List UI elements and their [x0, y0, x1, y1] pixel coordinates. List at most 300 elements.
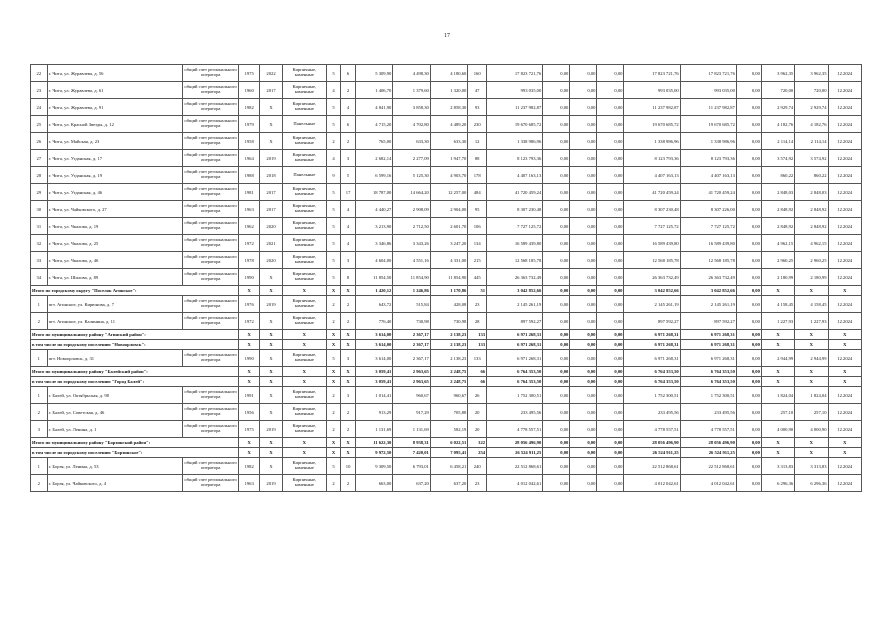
table-cell: 11 854,50: [355, 269, 392, 286]
table-cell: Кирпичные, каменные: [282, 252, 326, 269]
table-cell: Х: [341, 448, 356, 458]
table-cell: 0,00: [597, 133, 624, 150]
table-cell: 2018: [260, 167, 283, 184]
table-row: [31, 99, 862, 116]
table-cell: 23: [468, 475, 487, 492]
table-cell: 3 962,35: [761, 65, 794, 82]
table-cell: 19 670 685,72: [624, 116, 680, 133]
table-cell: 3: [341, 150, 356, 167]
table-cell: 1982: [239, 458, 260, 475]
table-cell: г. Чита, ул. Угданская, д. 19: [47, 167, 182, 184]
table-cell: 2 682,14: [355, 150, 392, 167]
table-cell: Панельные: [282, 167, 326, 184]
summary-row: [31, 330, 862, 340]
table-cell: общий счет регионального оператора: [183, 218, 239, 235]
table-cell: Х: [260, 387, 283, 404]
table-cell: 0,00: [736, 387, 761, 404]
table-cell: 0,00: [543, 421, 570, 438]
table-cell: общий счет регионального оператора: [183, 387, 239, 404]
table-cell: 12.2024: [828, 296, 862, 313]
table-cell: 1 824,04: [761, 387, 794, 404]
table-cell: 1960: [239, 82, 260, 99]
table-cell: 5 125,30: [393, 167, 430, 184]
table-cell: 0,00: [570, 421, 597, 438]
table-cell: 178: [468, 167, 487, 184]
table-cell: 12.2024: [828, 269, 862, 286]
table-cell: 2021: [260, 235, 283, 252]
table-cell: 12 568 185,78: [487, 252, 543, 269]
table-cell: 5: [326, 235, 341, 252]
table-cell: Панельные: [282, 116, 326, 133]
table-cell: 5: [326, 65, 341, 82]
table-cell: общий счет регионального оператора: [183, 116, 239, 133]
table-cell: 3: [31, 421, 48, 438]
table-cell: 1 338 986,96: [624, 133, 680, 150]
table-cell: 24: [31, 99, 48, 116]
table-cell: Х: [795, 330, 828, 340]
table-cell: 22 512 868,61: [624, 458, 680, 475]
table-cell: 6 764 353,50: [487, 377, 543, 387]
table-cell: 28: [31, 167, 48, 184]
table-cell: 2: [326, 421, 341, 438]
table-cell: 230: [468, 116, 487, 133]
table-cell: 0,00: [570, 296, 597, 313]
table-cell: 0,00: [597, 296, 624, 313]
table-cell: 133: [468, 340, 487, 350]
table-cell: Х: [761, 367, 794, 377]
table-cell: Х: [761, 330, 794, 340]
table-cell: 0,00: [570, 448, 597, 458]
table-cell: 28 056 496,90: [624, 438, 680, 448]
table-cell: 0,00: [736, 235, 761, 252]
table-cell: 2 248,75: [430, 377, 467, 387]
table-cell: 2 248,75: [430, 367, 467, 377]
table-cell: 4: [341, 218, 356, 235]
table-row: [31, 167, 862, 184]
table-cell: 1979: [239, 116, 260, 133]
table-cell: 22: [31, 65, 48, 82]
table-cell: 0,00: [570, 218, 597, 235]
table-cell: 2 960,25: [761, 252, 794, 269]
table-cell: Х: [326, 286, 341, 296]
table-cell: 4 778 557,51: [487, 421, 543, 438]
table-cell: 2: [341, 475, 356, 492]
table-cell: 26: [31, 133, 48, 150]
table-cell: 12.2024: [828, 475, 862, 492]
table-cell: 9 972,50: [355, 448, 392, 458]
table-cell: 0,00: [543, 404, 570, 421]
table-cell: 0,00: [543, 330, 570, 340]
table-cell: 4 182,76: [761, 116, 794, 133]
table-cell: 913,29: [355, 404, 392, 421]
table-cell: 0,00: [543, 184, 570, 201]
table-cell: 0,00: [543, 99, 570, 116]
table-cell: Кирпичные, каменные: [282, 350, 326, 367]
table-cell: Кирпичные, каменные: [282, 458, 326, 475]
table-cell: 2 277,09: [393, 150, 430, 167]
table-cell: 4 962,15: [795, 235, 828, 252]
table-cell: 6 971 268,31: [680, 330, 736, 340]
table-cell: 515,84: [393, 296, 430, 313]
table-cell: 4 182,76: [795, 116, 828, 133]
table-cell: 4 158,45: [795, 296, 828, 313]
table-cell: Х: [341, 330, 356, 340]
table-cell: 2: [341, 82, 356, 99]
table-cell: 0,00: [597, 99, 624, 116]
table-cell: 0,00: [543, 133, 570, 150]
table-cell: 2: [326, 404, 341, 421]
table-cell: 0,00: [570, 269, 597, 286]
table-cell: 637,20: [430, 475, 467, 492]
table-cell: 0,00: [597, 82, 624, 99]
table-row: [31, 65, 862, 82]
table-cell: Кирпичные, каменные: [282, 235, 326, 252]
summary-label: в том числе по городскому поселению "Новоорловск":: [31, 340, 239, 350]
table-cell: 11 854,90: [430, 269, 467, 286]
table-cell: 26 524 911,25: [487, 448, 543, 458]
table-cell: Х: [260, 438, 283, 448]
table-cell: г. Борзя, ул. Ленина, д. 53: [47, 458, 182, 475]
table-cell: 12.2024: [828, 99, 862, 116]
table-cell: 1 320,00: [430, 82, 467, 99]
table-cell: Х: [828, 448, 862, 458]
table-cell: г. Чита, ул. Шилова, д. 89: [47, 269, 182, 286]
table-cell: 0,00: [570, 404, 597, 421]
table-cell: 0,00: [597, 340, 624, 350]
table-cell: 1 170,86: [430, 286, 467, 296]
table-cell: 4 000,90: [795, 421, 828, 438]
table-row: [31, 387, 862, 404]
table-body: [31, 65, 862, 492]
table-cell: 4 489,20: [430, 116, 467, 133]
table-cell: 0,00: [597, 201, 624, 218]
table-cell: 1958: [239, 133, 260, 150]
table-cell: 0,00: [736, 377, 761, 387]
table-cell: Х: [260, 133, 283, 150]
table-cell: Х: [828, 340, 862, 350]
table-cell: 0,00: [570, 377, 597, 387]
table-cell: 2022: [260, 65, 283, 82]
table-cell: 6 458,21: [430, 458, 467, 475]
table-cell: г. Балей, ул. Ленина, д. 1: [47, 421, 182, 438]
table-cell: пгт. Агинское, ул. Калинина, д. 11: [47, 313, 182, 330]
table-cell: 2 145 261,19: [487, 296, 543, 313]
table-cell: 2 963,65: [393, 367, 430, 377]
table-cell: 8 123 793,36: [680, 150, 736, 167]
table-cell: 2: [341, 296, 356, 313]
table-cell: 2: [341, 313, 356, 330]
table-cell: 960,67: [393, 387, 430, 404]
table-cell: Кирпичные, каменные: [282, 313, 326, 330]
table-cell: 633,30: [430, 133, 467, 150]
table-cell: 5: [326, 218, 341, 235]
summary-row: [31, 340, 862, 350]
table-cell: 7 095,41: [430, 448, 467, 458]
table-cell: 0,00: [570, 133, 597, 150]
table-cell: 2 114,14: [761, 133, 794, 150]
table-cell: 2 712,50: [393, 218, 430, 235]
table-cell: общий счет регионального оператора: [183, 475, 239, 492]
table-cell: 93: [468, 99, 487, 116]
table-cell: 720,00: [761, 82, 794, 99]
table-cell: Х: [239, 286, 260, 296]
table-cell: Кирпичные, каменные: [282, 65, 326, 82]
table-cell: 2 929,74: [761, 99, 794, 116]
table-row: [31, 150, 862, 167]
table-cell: Кирпичные, каменные: [282, 150, 326, 167]
table-cell: Х: [341, 377, 356, 387]
table-cell: 41 720 459,24: [487, 184, 543, 201]
table-cell: 0,00: [543, 150, 570, 167]
table-cell: Х: [260, 404, 283, 421]
table-cell: 11 854,90: [393, 269, 430, 286]
table-cell: 6: [341, 116, 356, 133]
table-cell: 12.2024: [828, 150, 862, 167]
table-cell: г. Чита, ул. Журавлева, д. 91: [47, 99, 182, 116]
table-cell: 12.2024: [828, 116, 862, 133]
table-cell: Х: [260, 313, 283, 330]
table-cell: Х: [828, 377, 862, 387]
table-cell: 4 702,80: [393, 116, 430, 133]
table-cell: 18 787,00: [355, 184, 392, 201]
table-cell: 2 601,70: [430, 218, 467, 235]
table-cell: 29: [31, 184, 48, 201]
table-cell: 5: [326, 116, 341, 133]
table-cell: 27: [31, 150, 48, 167]
table-cell: Кирпичные, каменные: [282, 475, 326, 492]
table-cell: 897 592,27: [487, 313, 543, 330]
table-cell: 23: [31, 82, 48, 99]
table-cell: 66: [468, 367, 487, 377]
table-cell: 2: [326, 296, 341, 313]
table-cell: 32: [31, 235, 48, 252]
table-cell: Х: [341, 438, 356, 448]
table-cell: 0,00: [736, 201, 761, 218]
table-cell: 6 764 353,50: [624, 377, 680, 387]
table-cell: 47: [468, 82, 487, 99]
table-cell: 6 971 268,31: [680, 350, 736, 367]
table-row: [31, 218, 862, 235]
table-cell: Х: [326, 340, 341, 350]
table-cell: 0,00: [543, 82, 570, 99]
table-cell: 0,00: [543, 296, 570, 313]
table-cell: 2 138,23: [430, 350, 467, 367]
table-cell: 0,00: [543, 377, 570, 387]
table-cell: 1 227,93: [761, 313, 794, 330]
table-cell: 240: [468, 458, 487, 475]
table-cell: 0,00: [597, 269, 624, 286]
table-cell: 0,00: [570, 150, 597, 167]
table-cell: 7 727 125,72: [680, 218, 736, 235]
table-cell: 0,00: [597, 350, 624, 367]
table-cell: общий счет регионального оператора: [183, 421, 239, 438]
table-cell: 993 035,00: [487, 82, 543, 99]
table-cell: 14 664,20: [393, 184, 430, 201]
table-cell: 0,00: [597, 458, 624, 475]
table-cell: 2 138,23: [430, 330, 467, 340]
table-cell: 12.2024: [828, 82, 862, 99]
table-cell: Х: [341, 340, 356, 350]
table-cell: 663,00: [355, 475, 392, 492]
table-row: [31, 313, 862, 330]
table-cell: Х: [260, 350, 283, 367]
table-cell: 1963: [239, 201, 260, 218]
table-cell: г. Чита, ул. Чкалова, д. 19: [47, 218, 182, 235]
table-cell: 2: [341, 133, 356, 150]
table-cell: 7 420,01: [393, 448, 430, 458]
table-cell: 1 752 300,51: [680, 387, 736, 404]
table-cell: 0,00: [570, 184, 597, 201]
table-cell: 0,00: [543, 367, 570, 377]
table-cell: 4 000,90: [761, 421, 794, 438]
table-row: [31, 475, 862, 492]
table-cell: 0,00: [570, 330, 597, 340]
table-cell: 8 938,31: [393, 438, 430, 448]
table-cell: 0,00: [570, 313, 597, 330]
table-cell: 2: [31, 475, 48, 492]
table-cell: 17 823 721,76: [624, 65, 680, 82]
table-cell: г. Балей, ул. Октябрьская, д. 98: [47, 387, 182, 404]
table-cell: 2: [326, 313, 341, 330]
table-cell: 2019: [260, 296, 283, 313]
table-cell: 0,00: [543, 65, 570, 82]
table-cell: 6 971 268,31: [487, 340, 543, 350]
table-cell: г. Чита, ул. Чайковского, д. 27: [47, 201, 182, 218]
table-cell: 16 589 439,80: [487, 235, 543, 252]
table-cell: 1 947,70: [430, 150, 467, 167]
page-number: 17: [444, 33, 450, 39]
table-cell: 257,10: [761, 404, 794, 421]
table-cell: 17: [341, 184, 356, 201]
table-cell: общий счет регионального оператора: [183, 184, 239, 201]
table-cell: 0,00: [543, 387, 570, 404]
table-cell: 2 138,23: [430, 340, 467, 350]
table-cell: 6 764 353,50: [487, 367, 543, 377]
table-cell: Х: [795, 377, 828, 387]
table-cell: 2 145 261,19: [624, 296, 680, 313]
table-cell: 12.2024: [828, 184, 862, 201]
table-cell: 0,00: [570, 340, 597, 350]
summary-label: Итого по муниципальному району "Балейский район":: [31, 367, 239, 377]
table-cell: Кирпичные, каменные: [282, 404, 326, 421]
table-cell: 3 059,41: [355, 377, 392, 387]
table-cell: 1975: [239, 65, 260, 82]
table-cell: 26 363 732,49: [680, 269, 736, 286]
table-cell: Х: [260, 367, 283, 377]
table-cell: 917,29: [393, 404, 430, 421]
table-cell: 3 574,92: [761, 150, 794, 167]
table-cell: 6 971 268,31: [487, 350, 543, 367]
table-cell: 3 042 852,66: [680, 286, 736, 296]
table-cell: 0,00: [543, 286, 570, 296]
table-cell: 643,72: [355, 296, 392, 313]
table-cell: 51: [468, 286, 487, 296]
table-cell: 0,00: [597, 313, 624, 330]
table-cell: 2 367,17: [393, 340, 430, 350]
table-cell: Х: [341, 367, 356, 377]
table-cell: 2 848,03: [795, 184, 828, 201]
table-row: [31, 296, 862, 313]
table-cell: 2020: [260, 252, 283, 269]
table-cell: 0,00: [543, 218, 570, 235]
table-cell: 1: [31, 350, 48, 367]
table-cell: 2: [326, 475, 341, 492]
table-cell: Х: [326, 330, 341, 340]
table-cell: 2 960,25: [795, 252, 828, 269]
table-cell: 4 962,15: [761, 235, 794, 252]
table-cell: 2017: [260, 184, 283, 201]
table-cell: 1991: [239, 387, 260, 404]
table-cell: 0,00: [570, 350, 597, 367]
table-cell: 4: [341, 235, 356, 252]
table-cell: 0,00: [597, 252, 624, 269]
table-cell: 2 114,14: [795, 133, 828, 150]
table-row: [31, 82, 862, 99]
table-cell: 5 309,90: [355, 65, 392, 82]
table-cell: 1 420,12: [355, 286, 392, 296]
table-cell: 0,00: [736, 184, 761, 201]
table-cell: 0,00: [736, 350, 761, 367]
table-cell: 1978: [239, 252, 260, 269]
table-cell: 0,00: [736, 82, 761, 99]
table-cell: 6 022,51: [430, 438, 467, 448]
table-cell: 4: [326, 150, 341, 167]
table-cell: 0,00: [570, 235, 597, 252]
table-cell: 4 498,30: [393, 65, 430, 82]
table-cell: 1976: [239, 296, 260, 313]
table-cell: 6 793,01: [393, 458, 430, 475]
table-cell: 6 971 268,31: [624, 350, 680, 367]
table-cell: 31: [31, 218, 48, 235]
table-cell: 3: [341, 252, 356, 269]
table-cell: Х: [795, 286, 828, 296]
table-cell: 5: [326, 201, 341, 218]
table-cell: Кирпичные, каменные: [282, 387, 326, 404]
table-cell: 2017: [260, 201, 283, 218]
table-cell: 0,00: [736, 313, 761, 330]
table-cell: 0,00: [736, 404, 761, 421]
table-cell: 2 858,30: [430, 99, 467, 116]
table-cell: 17 823 721,76: [680, 65, 736, 82]
table-cell: 0,00: [543, 201, 570, 218]
table-cell: Кирпичные, каменные: [282, 421, 326, 438]
table-cell: 66: [468, 377, 487, 387]
table-cell: 1: [31, 296, 48, 313]
table-cell: 0,00: [736, 167, 761, 184]
table-cell: Х: [326, 377, 341, 387]
table-cell: 4 407 163,13: [624, 167, 680, 184]
table-cell: 4 158,45: [761, 296, 794, 313]
table-cell: 20: [468, 421, 487, 438]
table-cell: 4: [341, 201, 356, 218]
table-cell: 2: [341, 404, 356, 421]
table-cell: 322: [468, 438, 487, 448]
table-cell: 11 622,30: [355, 438, 392, 448]
table-cell: 12.2024: [828, 218, 862, 235]
table-cell: 0,00: [570, 65, 597, 82]
table-cell: 0,00: [736, 269, 761, 286]
table-cell: 3 346,86: [355, 235, 392, 252]
table-cell: 0,00: [570, 367, 597, 377]
table-cell: 0,00: [570, 252, 597, 269]
summary-row: [31, 438, 862, 448]
table-cell: 0,00: [597, 377, 624, 387]
table-cell: Кирпичные, каменные: [282, 184, 326, 201]
table-cell: 776,40: [355, 313, 392, 330]
table-cell: 633,30: [393, 133, 430, 150]
table-cell: 0,00: [597, 218, 624, 235]
table-cell: 4 180,60: [430, 65, 467, 82]
